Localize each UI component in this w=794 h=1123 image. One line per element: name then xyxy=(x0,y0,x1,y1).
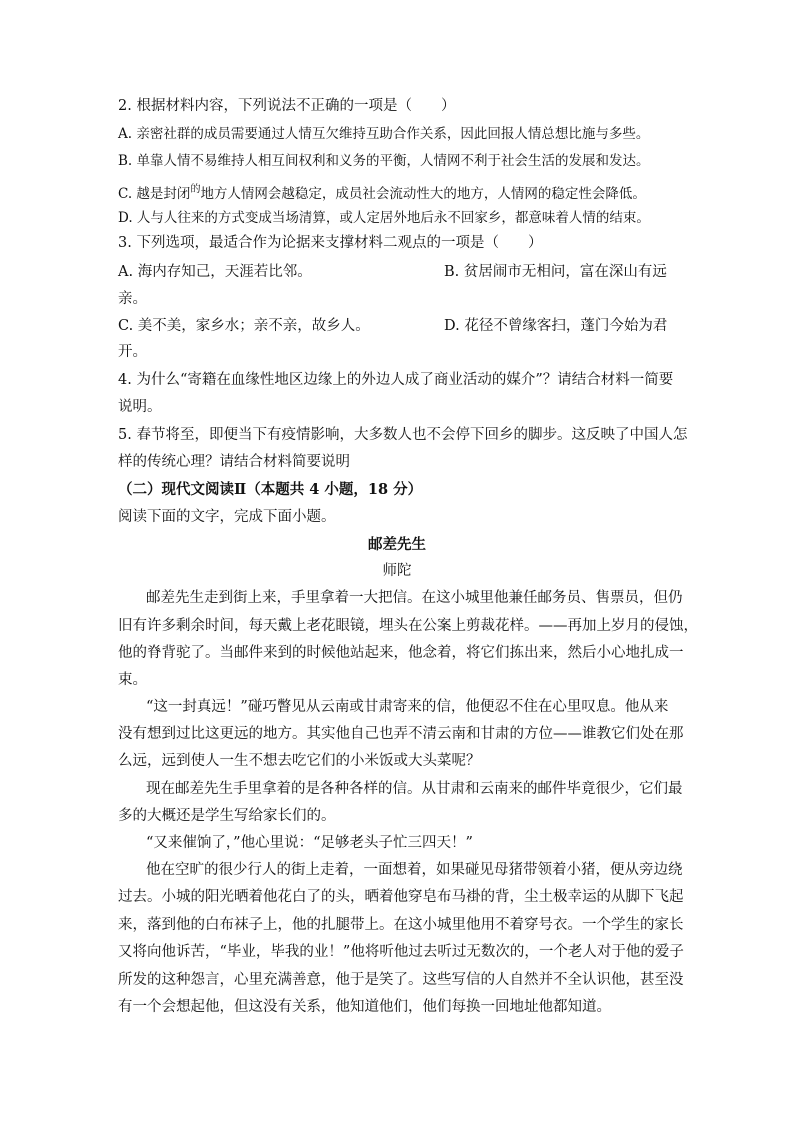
story-title: 邮差先生 xyxy=(368,536,426,553)
question-3-option-d-line1: D. 花径不曾缘客扫，蓬门今始为君 xyxy=(444,318,668,334)
story-p3-line1: 现在邮差先生手里拿着的是各种各样的信。从甘肃和云南来的邮件毕竟很少，它们最 xyxy=(146,781,683,797)
question-3-option-b-line1: B. 贫居闹市无相问，富在深山有远 xyxy=(444,264,667,280)
story-p5-line5: 所发的这种怨言，心里充满善意，他于是笑了。这些写信的人自然并不全认识他，甚至没 xyxy=(118,972,684,988)
story-p5-line3: 来，落到他的白布袜子上，他的扎腿带上。在这小城里他用不着穿号衣。一个学生的家长 xyxy=(118,917,684,933)
question-3-option-a: A. 海内存知己，天涯若比邻。 xyxy=(118,264,312,280)
question-4-line2: 说明。 xyxy=(118,399,162,415)
question-2-option-c xyxy=(118,184,678,206)
option-c-superscript: 的 xyxy=(190,184,201,195)
question-2-option-d: D. 人与人往来的方式变成当场清算，或人定居外地后永不回家乡，都意味着人情的结束。 xyxy=(118,210,650,226)
story-p1-line4: 束。 xyxy=(118,672,147,688)
option-c-prefix: C. 越是封闭 xyxy=(118,186,191,202)
question-2-option-a: A. 亲密社群的成员需要通过人情互欠维持互助合作关系，因此回报人情总想比施与多些。 xyxy=(118,126,650,142)
story-p5-line2: 过去。小城的阳光晒着他花白了的头，晒着他穿皂布马褂的背，尘土极幸运的从脚下飞起 xyxy=(118,889,684,905)
story-p2-line3: 么远，远到使人一生不想去吃它们的小米饭或大头菜呢？ xyxy=(118,753,481,769)
story-p1-line3: 他的脊背驼了。当邮件来到的时候他站起来，他念着，将它们拣出来，然后小心地扎成一 xyxy=(118,645,684,661)
story-p1-line2: 旧有许多剩余时间，每天戴上老花眼镜，埋头在公案上剪裁花样。——再加上岁月的侵蚀， xyxy=(118,618,698,634)
story-p1-line1: 邮差先生走到街上来，手里拿着一大把信。在这小城里他兼任邮务员、售票员，但仍 xyxy=(146,590,683,606)
story-p3-line2: 多的大概还是学生写给家长们的。 xyxy=(118,808,336,824)
story-p5-line1: 他在空旷的很少行人的街上走着，一面想着，如果碰见母猪带领着小猪，便从旁边绕 xyxy=(146,862,683,878)
story-p5-line6: 有一个会想起他，但这没有关系，他知道他们，他们每换一回地址他都知道。 xyxy=(118,999,611,1015)
question-5-line1: 5. 春节将至，即便当下有疫情影响，大多数人也不会停下回乡的脚步。这反映了中国人怎 xyxy=(118,427,688,443)
question-2-stem: 2. 根据材料内容，下列说法不正确的一项是（ ） xyxy=(118,98,456,114)
question-4-line1: 4. 为什么“寄籍在血缘性地区边缘上的外边人成了商业活动的媒介”？请结合材料一简要 xyxy=(118,372,674,388)
story-p5-line4: 又将向他诉苦，“毕业，毕我的业！”他将听他过去听过无数次的，一个老人对于他的爱子 xyxy=(118,944,684,960)
story-author: 师陀 xyxy=(382,563,412,579)
story-p2-line1: “这一封真远！”碰巧瞥见从云南或甘肃寄来的信，他便忍不住在心里叹息。他从来 xyxy=(146,699,669,715)
question-2-option-b: B. 单靠人情不易维持人相互间权利和义务的平衡，人情网不利于社会生活的发展和发达。 xyxy=(118,153,650,169)
question-3-stem: 3. 下列选项，最适合作为论据来支撑材料二观点的一项是（ ） xyxy=(118,235,543,251)
section-heading: （二）现代文阅读Ⅱ（本题共 4 小题，18 分） xyxy=(118,481,423,498)
question-3-option-c: C. 美不美，家乡水；亲不亲，故乡人。 xyxy=(118,318,370,334)
story-p2-line2: 没有想到过比这更远的地方。其实他自己也弄不清云南和甘肃的方位——谁教它们处在那 xyxy=(118,726,684,742)
question-3-option-d-line2: 开。 xyxy=(118,344,147,360)
question-5-line2: 样的传统心理？请结合材料简要说明 xyxy=(118,454,350,470)
story-p4-line1: “又来催饷了，”他心里说：“足够老头子忙三四天！” xyxy=(146,835,473,851)
option-c-rest: 地方人情网会越稳定，成员社会流动性大的地方，人情网的稳定性会降低。 xyxy=(200,186,646,202)
question-3-option-b-line2: 亲。 xyxy=(118,291,147,307)
section-instruction: 阅读下面的文字，完成下面小题。 xyxy=(118,509,336,525)
